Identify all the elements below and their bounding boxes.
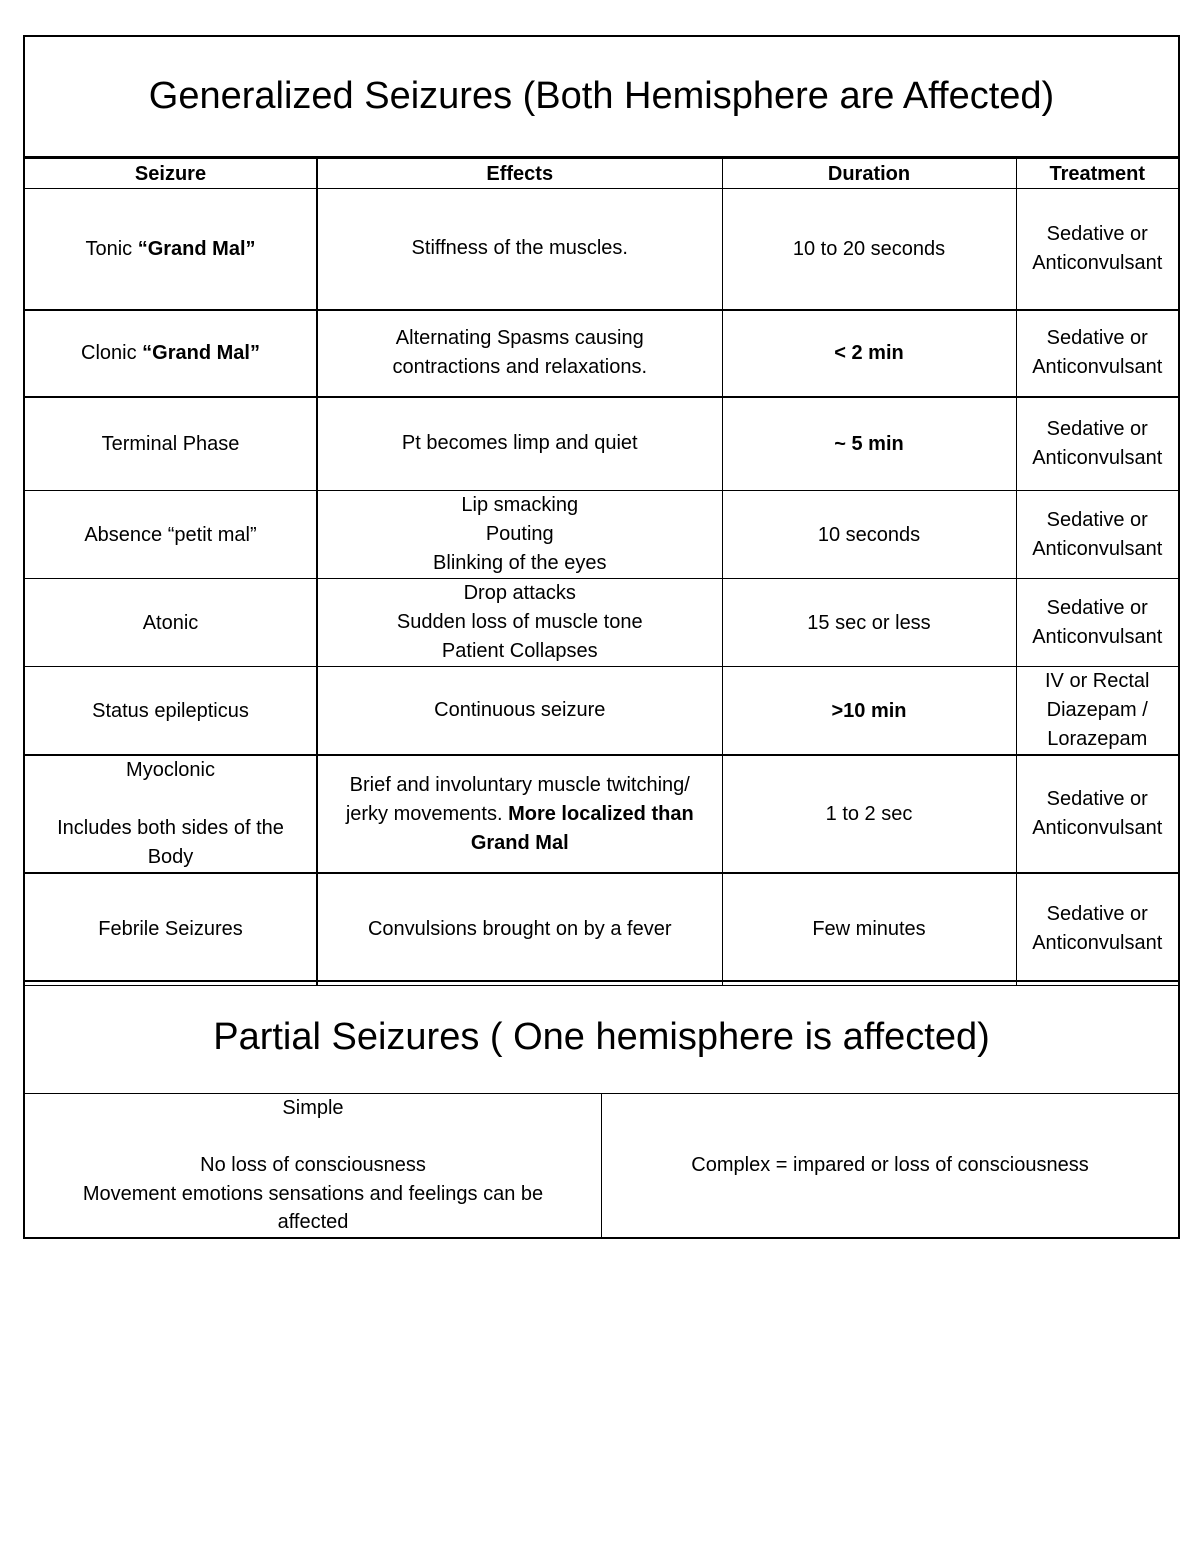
effects-text-bold: More localized than <box>508 802 694 825</box>
treatment-line: Anticonvulsant <box>1032 356 1163 378</box>
table-row <box>25 755 1178 873</box>
table-row <box>25 579 1178 667</box>
effects-line: Convulsions brought on by a fever <box>367 917 672 940</box>
effects-cell <box>317 873 722 985</box>
effects-line: Lip smacking <box>461 494 579 516</box>
treatment-cell <box>1016 755 1178 873</box>
effects-cell <box>317 397 722 491</box>
table-row <box>25 397 1178 491</box>
treatment-line: Sedative or <box>1046 327 1148 349</box>
duration-cell: 1 to 2 sec <box>722 755 1016 873</box>
treatment-cell <box>1016 579 1178 667</box>
table-row <box>25 189 1178 310</box>
effects-line: Drop attacks <box>463 582 576 604</box>
seizure-cell <box>25 755 317 873</box>
treatment-line: Diazepam / <box>1046 699 1148 721</box>
simple-line: Movement emotions sensations and feelings can be <box>82 1182 544 1205</box>
seizure-cell <box>25 310 317 397</box>
seizure-cell: Absence “petit mal” <box>25 491 317 579</box>
treatment-line: Anticonvulsant <box>1032 446 1163 469</box>
effects-line <box>324 800 716 829</box>
effects-cell <box>317 579 722 667</box>
seizure-name-bold: “Grand Mal” <box>137 237 256 260</box>
seizure-line: Myoclonic <box>126 759 215 781</box>
duration-cell: 10 seconds <box>722 491 1016 579</box>
seizure-name: Tonic <box>85 237 138 260</box>
seizure-cell: Febrile Seizures <box>25 873 317 985</box>
effects-line-bold: Grand Mal <box>470 831 569 854</box>
seizure-line: Body <box>147 846 194 868</box>
effects-line: contractions and relaxations. <box>392 356 648 378</box>
treatment-line: Anticonvulsant <box>1032 251 1163 274</box>
table-header-row <box>25 159 1178 189</box>
simple-heading: Simple <box>282 1097 344 1120</box>
effects-line: Sudden loss of muscle tone <box>396 611 643 633</box>
simple-line: No loss of consciousness <box>200 1154 426 1177</box>
treatment-line: Anticonvulsant <box>1032 537 1163 560</box>
seizure-name: Clonic <box>81 342 143 364</box>
table-row <box>25 310 1178 397</box>
complex-partial-cell <box>602 1094 1178 1237</box>
duration-cell: 15 sec or less <box>722 579 1016 667</box>
table-row <box>25 491 1178 579</box>
effects-line: Stiffness of the muscles. <box>411 237 628 260</box>
effects-line: Blinking of the eyes <box>433 552 607 574</box>
effects-line: Pt becomes limp and quiet <box>401 432 638 455</box>
treatment-line: Sedative or <box>1046 222 1148 245</box>
treatment-line: Anticonvulsant <box>1032 625 1163 648</box>
generalized-seizures-table <box>25 158 1178 986</box>
complex-text: Complex = impared or loss of consciousness <box>691 1154 1089 1177</box>
simple-line: affected <box>277 1211 349 1234</box>
seizure-cell: Status epilepticus <box>25 667 317 756</box>
duration-cell: ~ 5 min <box>722 397 1016 491</box>
duration-cell: < 2 min <box>722 310 1016 397</box>
treatment-line: Anticonvulsant <box>1032 932 1163 955</box>
treatment-line: Anticonvulsant <box>1032 817 1163 839</box>
effects-line: Brief and involuntary muscle twitching/ <box>349 773 690 796</box>
duration-cell: 10 to 20 seconds <box>722 189 1016 310</box>
simple-partial-cell <box>25 1094 602 1237</box>
seizure-cell: Terminal Phase <box>25 397 317 491</box>
treatment-line: Lorazepam <box>1047 728 1148 750</box>
header-seizure: Seizure <box>25 159 317 189</box>
header-treatment: Treatment <box>1016 159 1178 189</box>
header-effects: Effects <box>317 159 722 189</box>
effects-cell <box>317 667 722 756</box>
treatment-line: Sedative or <box>1046 788 1148 810</box>
effects-cell <box>317 310 722 397</box>
effects-line: Patient Collapses <box>441 640 598 662</box>
treatment-cell <box>1016 189 1178 310</box>
treatment-cell <box>1016 397 1178 491</box>
line-spacer <box>31 785 310 814</box>
effects-line: Pouting <box>485 523 554 545</box>
effects-cell <box>317 755 722 873</box>
effects-text: jerky movements. <box>345 802 509 825</box>
treatment-line: Sedative or <box>1046 903 1148 926</box>
generalized-seizures-title: Generalized Seizures (Both Hemisphere are Affected) <box>25 37 1178 158</box>
table-row <box>25 667 1178 756</box>
treatment-cell <box>1016 310 1178 397</box>
table-row <box>25 873 1178 985</box>
treatment-cell <box>1016 491 1178 579</box>
treatment-cell <box>1016 667 1178 756</box>
treatment-line: Sedative or <box>1046 596 1148 619</box>
treatment-line: Sedative or <box>1046 417 1148 440</box>
partial-seizures-row <box>25 1094 1178 1237</box>
treatment-line: Sedative or <box>1046 508 1148 531</box>
duration-cell: Few minutes <box>722 873 1016 985</box>
effects-cell <box>317 491 722 579</box>
seizure-cell <box>25 189 317 310</box>
seizure-chart <box>23 35 1180 1239</box>
seizure-cell: Atonic <box>25 579 317 667</box>
seizure-name-bold: “Grand Mal” <box>142 342 260 364</box>
treatment-line: IV or Rectal <box>1045 670 1150 692</box>
treatment-cell <box>1016 873 1178 985</box>
seizure-line: Includes both sides of the <box>57 817 284 839</box>
effects-line: Alternating Spasms causing <box>395 327 644 349</box>
partial-seizures-title: Partial Seizures ( One hemisphere is affected) <box>25 980 1178 1094</box>
effects-cell <box>317 189 722 310</box>
effects-line: Continuous seizure <box>434 699 606 721</box>
duration-cell: >10 min <box>722 667 1016 756</box>
header-duration: Duration <box>722 159 1016 189</box>
